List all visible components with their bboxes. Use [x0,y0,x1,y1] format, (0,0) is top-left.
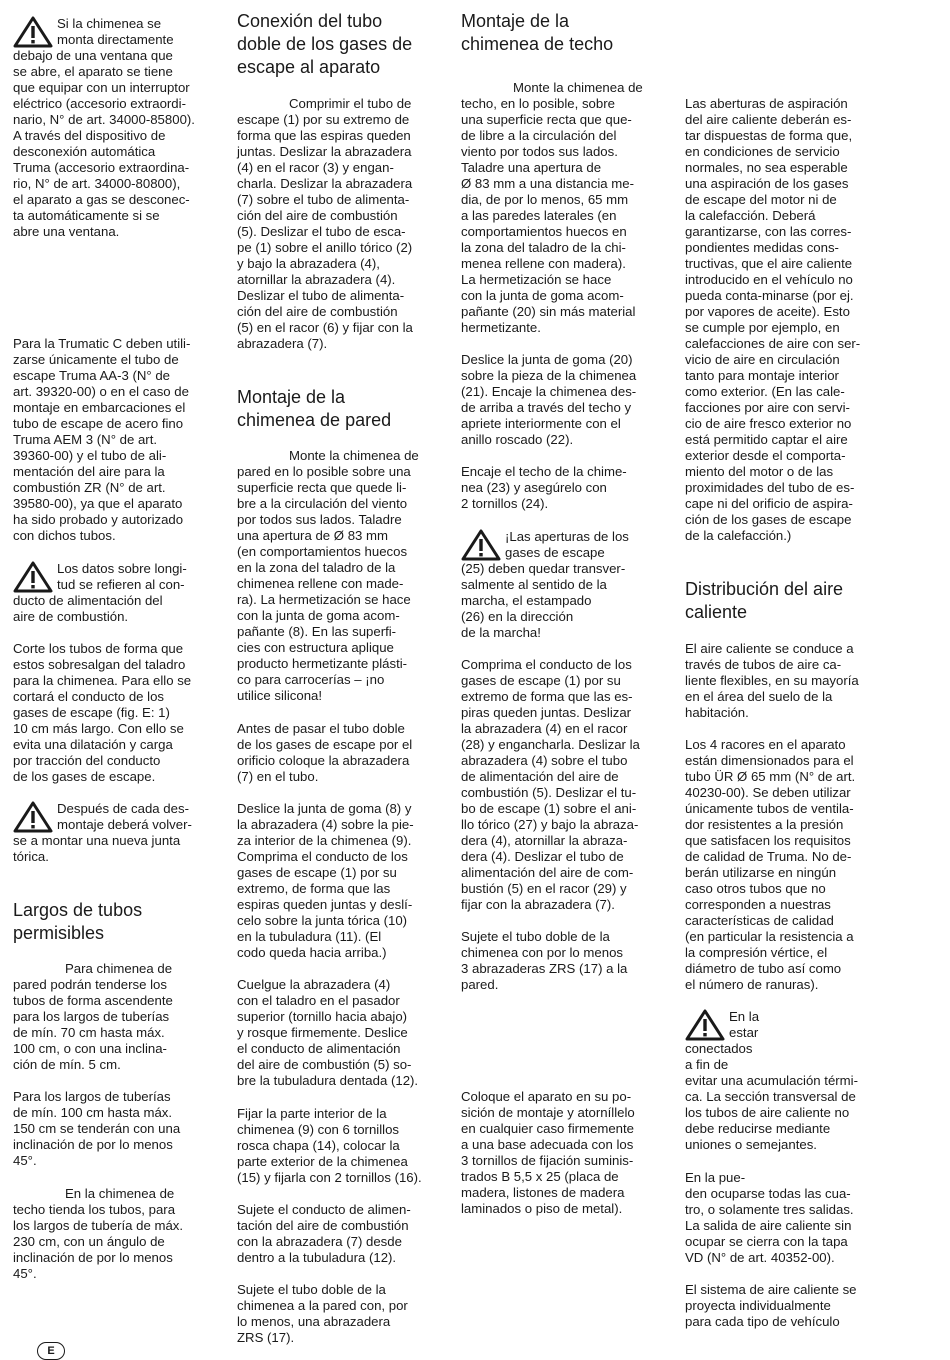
paragraph-encaje: Encaje el techo de la chime- nea (23) y asegúrelo con 2 tornillos (24). [461,464,627,511]
warning-triangle-icon [461,529,501,561]
warning-en-la [685,1009,889,1153]
warning-datos-text: Los datos sobre longi- tud se refieren al con- ducto de alimentación del aire de combustión. [13,561,187,624]
paragraph-comprima: Comprima el conducto de los gases de escape (1) por su extremo de forma que las es- piras queden juntas. Deslizar la abrazadera (4) en el racor (28) y engancharla. Deslizar la abrazadera (4) sobre el tubo de alimentación del aire de combustión (5). Deslizar el tu- bo de escape (1) sobre el ani- llo tórico (27) y bajo la abraza- dera (4), atornillar la abraza- dera (4). Deslizar el tubo de alimentación del aire de com- bustión (5) en el racor (29) y fijar con la abrazadera (7). [461,657,640,912]
paragraph-tubos: Para la Trumatic C deben utili- zarse únicamente el tubo de escape Truma AA-3 (N° de art. 39320-00) o en el caso de montaje en embarcaciones el tubo de escape de acero fino Truma AEM 3 (N° de art. 39360-00) y el tubo de ali- mentación del aire para la combustión ZR (N° de art. 39580-00), ya que el aparato ha sido probado y autorizado con dichos tubos. [13,336,191,543]
paragraph-fijar: Fijar la parte interior de la chimenea (9) con 6 tornillos rosca chapa (14), colocar la parte exterior de la chimenea (15) y fijarla con 2 tornillos (16). [237,1106,422,1185]
paragraph-cuelgue: Cuelgue la abrazadera (4) con el taladro en el pasador superior (tornillo hacia abajo) y rosque firmemente. Deslice el conducto de alimentación del aire de combustión (5) so- bre la tubuladura dentada (12). [237,977,419,1088]
paragraph-racores: Los 4 racores en el aparato están dimensionados para el tubo ÜR Ø 65 mm (N° de art. 40230-00). Se deben utilizar únicamente tubos de ventila- dor resistentes a la presión que satisfacen los requisitos de calidad de Truma. No de- berán utilizarse en ningún caso otros tubos que no corresponden a nuestras características de calidad (en particular la resistencia a la compresión vértice, el diámetro de tubo así como el número de ranuras). [685,737,856,992]
paragraph-pared: Para chimenea de pared podrán tenderse los tubos de forma ascendente para los largos de tuberías de mín. 70 cm hasta máx. 100 cm, o con una inclina- ción de mín. 5 cm. [13,961,173,1072]
paragraph-deslice: Deslice la junta de goma (8) y la abrazadera (4) sobre la pie- za interior de la chimenea (9). Comprima el conducto de los gases de escape (1) por su extremo, de forma que las espiras queden juntas y deslí- celo sobre la junta tórica (10) en la tubuladura (11). (El codo queda hacia arriba.) [237,801,414,960]
paragraph-antes: Antes de pasar el tubo doble de los gases de escape por el orificio coloque la abrazadera (7) en el tubo. [237,721,413,784]
paragraph-coloque: Coloque el aparato en su po- sición de montaje y atornílle​lo en cualquier caso firmemente a una base adecuada con los 3 tornillos de fijación suminis- trados B 5,5 x 25 (placa de madera, listones de madera laminados o piso de metal). [461,1089,635,1216]
paragraph-comprimir: Comprimir el tubo de escape (1) por su extremo de forma que las espiras queden juntas. Deslizar la abrazadera (4) en el racor (3) y engan- charla. Deslizar la abrazadera (7) sobre el tubo de alimenta- ción del aire de combustión (5). Deslizar el tubo de esca- pe (1) sobre el anillo tórico (2) y bajo la abrazadera (4), atornillar la abrazadera (4). Deslizar el tubo de alimenta- ción del aire de combustión (5) en el racor (6) y fijar con la abrazadera (7). [237,96,413,351]
warning-window [13,16,216,240]
warning-en-la-text: En la estar conectados a fin de evitar una acumulación térmi- ca. La sección transversal de los tubos de aire caliente no debe reducirse mediante uniones o semejantes. [685,1009,858,1152]
warning-window-text: Si la chimenea se monta directamente debajo de una ventana que se abre, el aparato se tiene que equipar con un interruptor eléctrico (accesorio extraordi- nario, N° de art. 34000-85800). A través del dispositivo de desconexión automática Truma (accesorio extraordina- rio, N° de art. 34000-80800), el aparato a gas se desconec- ta automáticamente si se abre una ventana. [13,16,195,239]
heading-largos: Largos de tubos permisibles [13,900,143,943]
warning-desmontaje [13,801,216,865]
warning-triangle-icon [685,1009,725,1041]
warning-triangle-icon [13,561,53,593]
heading-conexion: Conexión del tubo doble de los gases de escape al aparato [237,11,413,77]
paragraph-en-la: En la pue- den ocuparse todas las cua- tro, o solamente tres salidas. La salida de aire caliente sin ocupar se cierra con la tapa VD (N° de art. 40352-00). [685,1170,854,1265]
paragraph-techo: En la chimenea de techo tienda los tubos, para los largos de tubería de máx. 230 cm, con un ángulo de inclinación de por lo menos 45°. [13,1186,184,1281]
paragraph-deslice-junta: Deslice la junta de goma (20) sobre la pieza de la chimenea (21). Encaje la chimenea des- de arriba a través del techo y apriete interiormente con el anillo roscado (22). [461,352,637,447]
page-language-badge: E [37,1342,65,1360]
paragraph-sujete-tubo: Sujete el tubo doble de la chimenea a la pared con, por lo menos, una abrazadera ZRS (17). [237,1282,408,1345]
paragraph-conduce: El aire caliente se conduce a través de tubos de aire ca- liente flexibles, en su mayoría en el área del suelo de la habitación. [685,641,859,720]
warning-datos [13,561,216,625]
warning-triangle-icon [13,16,53,48]
paragraph-sujete-3: Sujete el tubo doble de la chimenea con por lo menos 3 abrazaderas ZRS (17) a la pared. [461,929,628,992]
warning-triangle-icon [13,801,53,833]
heading-distribucion: Distribución del aire caliente [685,579,844,622]
paragraph-monte-pared: Monte la chimenea de pared en lo posible sobre una superficie recta que quede li- bre a la circulación del viento por todos sus lados. Taladre una apertura de Ø 83 mm (en comportamientos huecos en la zona del taladro de la chimenea rellene con made- ra). La hermetización se hace con la junta de goma acom- pañante (8). En las superfi- cies con estructura aplique producto hermetizante plásti- co para carrocerías – ¡no utilice silicona! [237,448,419,703]
heading-pared: Montaje de la chimenea de pared [237,387,392,430]
warning-desmontaje-text: Después de cada des- montaje deberá volver- se a montar una nueva junta tórica. [13,801,192,864]
warning-aperturas-text: ¡Las aperturas de los gases de escape (25) deben quedar transver- salmente al sentido de la marcha, el estampado (26) en la dirección de la marcha! [461,529,629,640]
warning-aperturas [461,529,665,641]
paragraph-monte-techo: Monte la chimenea de techo, en lo posible, sobre una superficie recta que que- de libre a la circulación del viento por todos sus lados. Taladre una apertura de Ø 83 mm a una distancia me- dia, de por lo menos, 65 mm a las paredes laterales (en comportamientos huecos en la zona del taladro de la chi- menea rellene con madera). La hermetización se hace con la junta de goma acom- pañante (20) sin más material hermetizante. [461,80,643,335]
paragraph-sujete-conducto: Sujete el conducto de alimen- tación del aire de combustión con la abrazadera (7) desde dentro a la tubuladura (12). [237,1202,411,1265]
heading-techo: Montaje de la chimenea de techo [461,11,614,54]
paragraph-sistema: El sistema de aire caliente se proyecta individualmente para cada tipo de vehículo [685,1282,857,1329]
paragraph-largos: Para los largos de tuberías de mín. 100 cm hasta máx. 150 cm se tenderán con una inclinación de por lo menos 45°. [13,1089,181,1168]
paragraph-aberturas: Las aberturas de aspiración del aire caliente deberán es- tar dispuestas de forma que, en condiciones de servicio normales, no sea esperable una aspiración de los gases de escape del motor ni de la calefacción. Deberá garantizarse, con las corres- pondientes medidas cons- tructivas, que el aire caliente introducido en el vehículo no pueda conta-minarse (por ej. por vapores de aceite). Esto se cumple por ejemplo, en calefacciones de aire con ser- vicio de aire en circulación tanto para montaje interior como exterior. (En las cale- facciones por aire con servi- cio de aire fresco exterior no está permitido captar el aire exterior desde el comporta- miento del motor o de las proximidades del tubo de es- cape ni del orificio de aspira- ción de los gases de escape de la calefacción.) [685,96,861,543]
paragraph-corte: Corte los tubos de forma que estos sobresalgan del taladro para la chimenea. Para ello se cortará el conducto de los gases de escape (fig. E: 1) 10 cm más largo. Con ello se evita una dilatación y carga por tracción del conducto de los gases de escape. [13,641,192,784]
